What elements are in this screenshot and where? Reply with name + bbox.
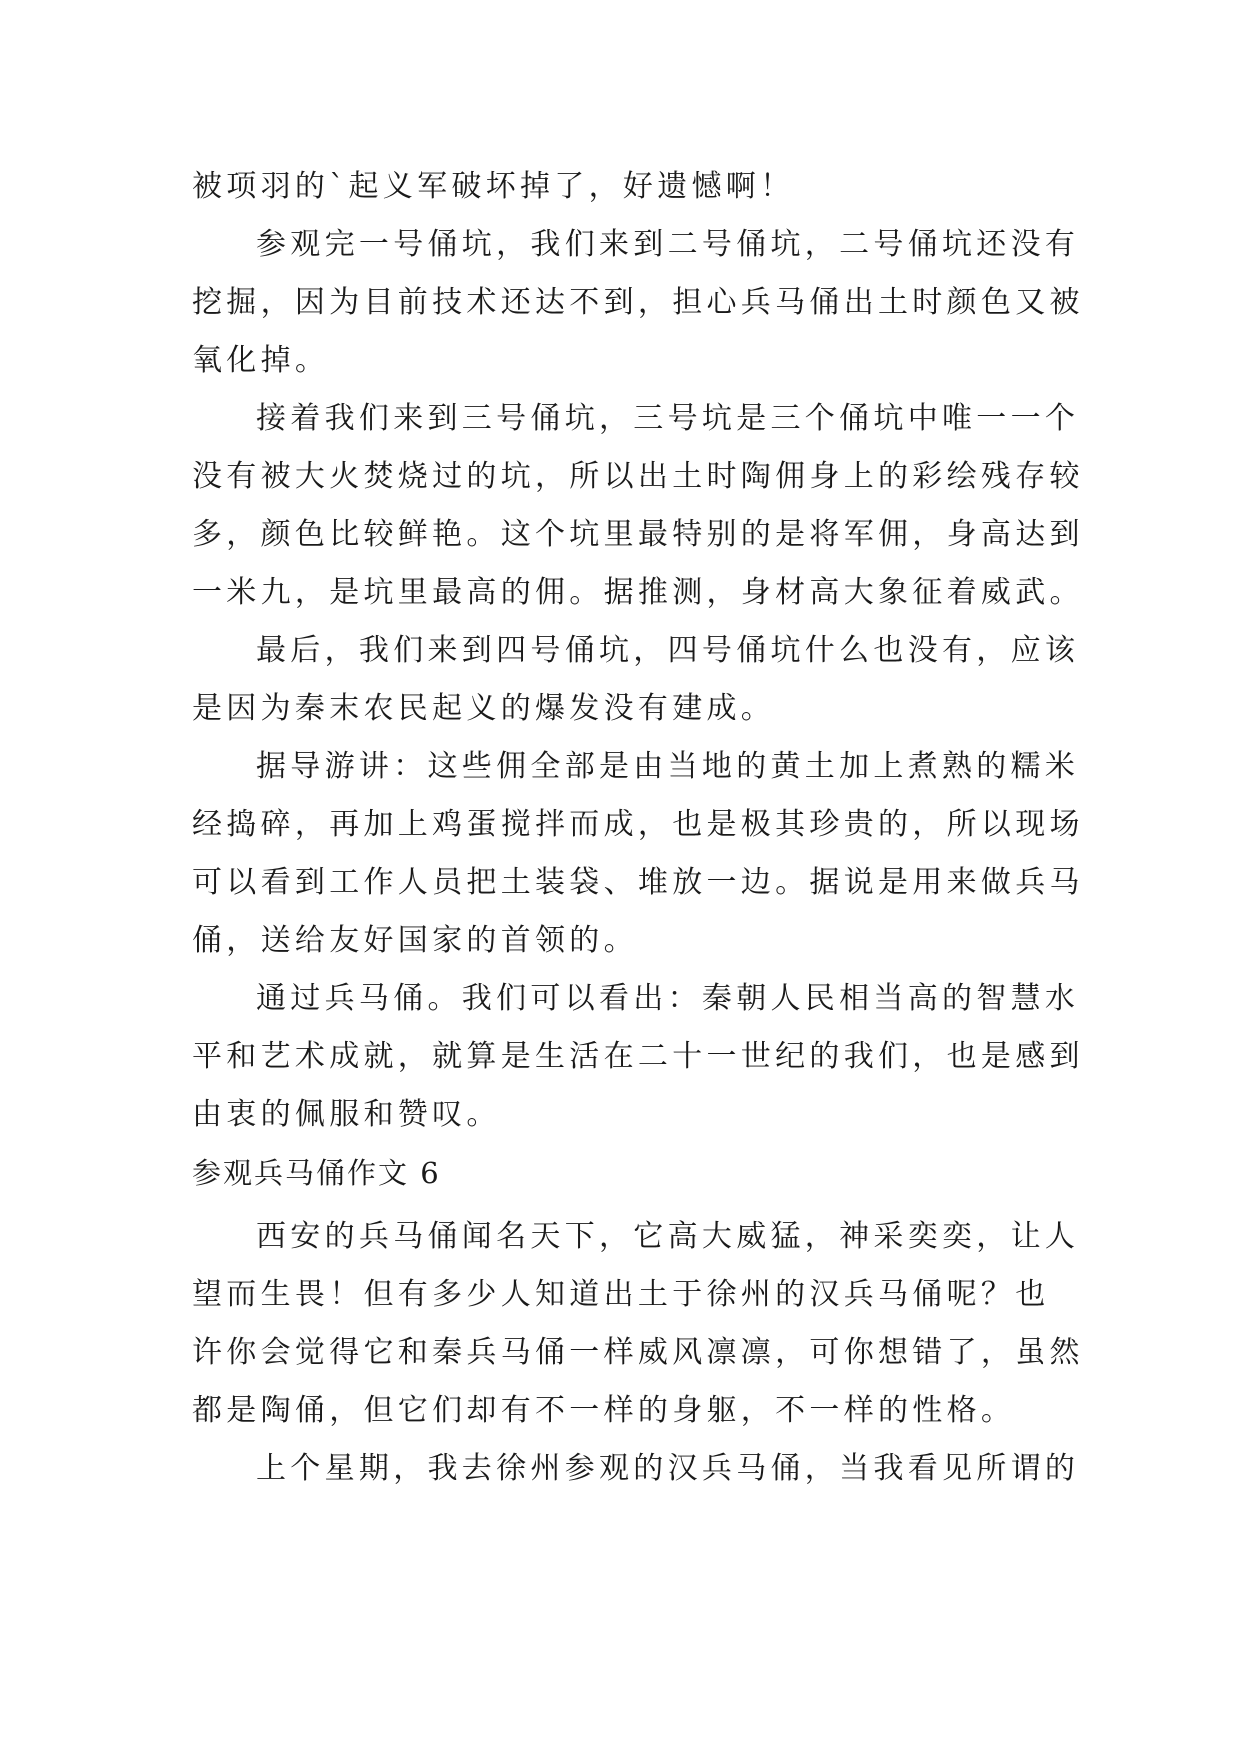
text-line: 由衷的佩服和赞叹。	[192, 1097, 501, 1132]
text-line: 氧化掉。	[192, 343, 330, 378]
text-line: 多，颜色比较鲜艳。这个坑里最特别的是将军佣，身高达到	[192, 517, 1084, 552]
text-line: 参观完一号俑坑，我们来到二号俑坑，二号俑坑还没有	[256, 227, 1080, 262]
text-line: 经捣碎，再加上鸡蛋搅拌而成，也是极其珍贵的，所以现场	[192, 807, 1084, 842]
text-line: 许你会觉得它和秦兵马俑一样威风凛凛，可你想错了，虽然	[192, 1335, 1084, 1370]
text-line: 都是陶俑，但它们却有不一样的身躯，不一样的性格。	[192, 1393, 1016, 1428]
essay-body-part-1	[192, 158, 1084, 1144]
text-line: 据导游讲：这些佣全部是由当地的黄土加上煮熟的糯米	[256, 749, 1080, 784]
text-line: 可以看到工作人员把土装袋、堆放一边。据说是用来做兵马	[192, 865, 1084, 900]
essay-body-part-2	[192, 1208, 1084, 1498]
text-line: 俑，送给友好国家的首领的。	[192, 923, 638, 958]
text-line: 接着我们来到三号俑坑，三号坑是三个俑坑中唯一一个	[256, 401, 1080, 436]
text-line: 通过兵马俑。我们可以看出：秦朝人民相当高的智慧水	[256, 981, 1080, 1016]
text-line: 是因为秦末农民起义的爆发没有建成。	[192, 691, 776, 726]
text-line: 一米九，是坑里最高的佣。据推测，身材高大象征着威武。	[192, 575, 1084, 610]
text-line: 挖掘，因为目前技术还达不到，担心兵马俑出土时颜色又被	[192, 285, 1084, 320]
text-line: 平和艺术成就，就算是生活在二十一世纪的我们，也是感到	[192, 1039, 1084, 1074]
text-line: 最后，我们来到四号俑坑，四号俑坑什么也没有，应该	[256, 633, 1080, 668]
text-line: 望而生畏！但有多少人知道出土于徐州的汉兵马俑呢？也	[192, 1277, 1050, 1312]
text-line: 西安的兵马俑闻名天下，它高大威猛，神采奕奕，让人	[256, 1219, 1080, 1254]
text-line: 上个星期，我去徐州参观的汉兵马俑，当我看见所谓的	[256, 1451, 1080, 1486]
text-line: 没有被大火焚烧过的坑，所以出土时陶佣身上的彩绘残存较	[192, 459, 1084, 494]
text-line: 被项羽的`起义军破坏掉了，好遗憾啊！	[192, 169, 795, 204]
essay-heading: 参观兵马俑作文 6	[192, 1156, 441, 1190]
